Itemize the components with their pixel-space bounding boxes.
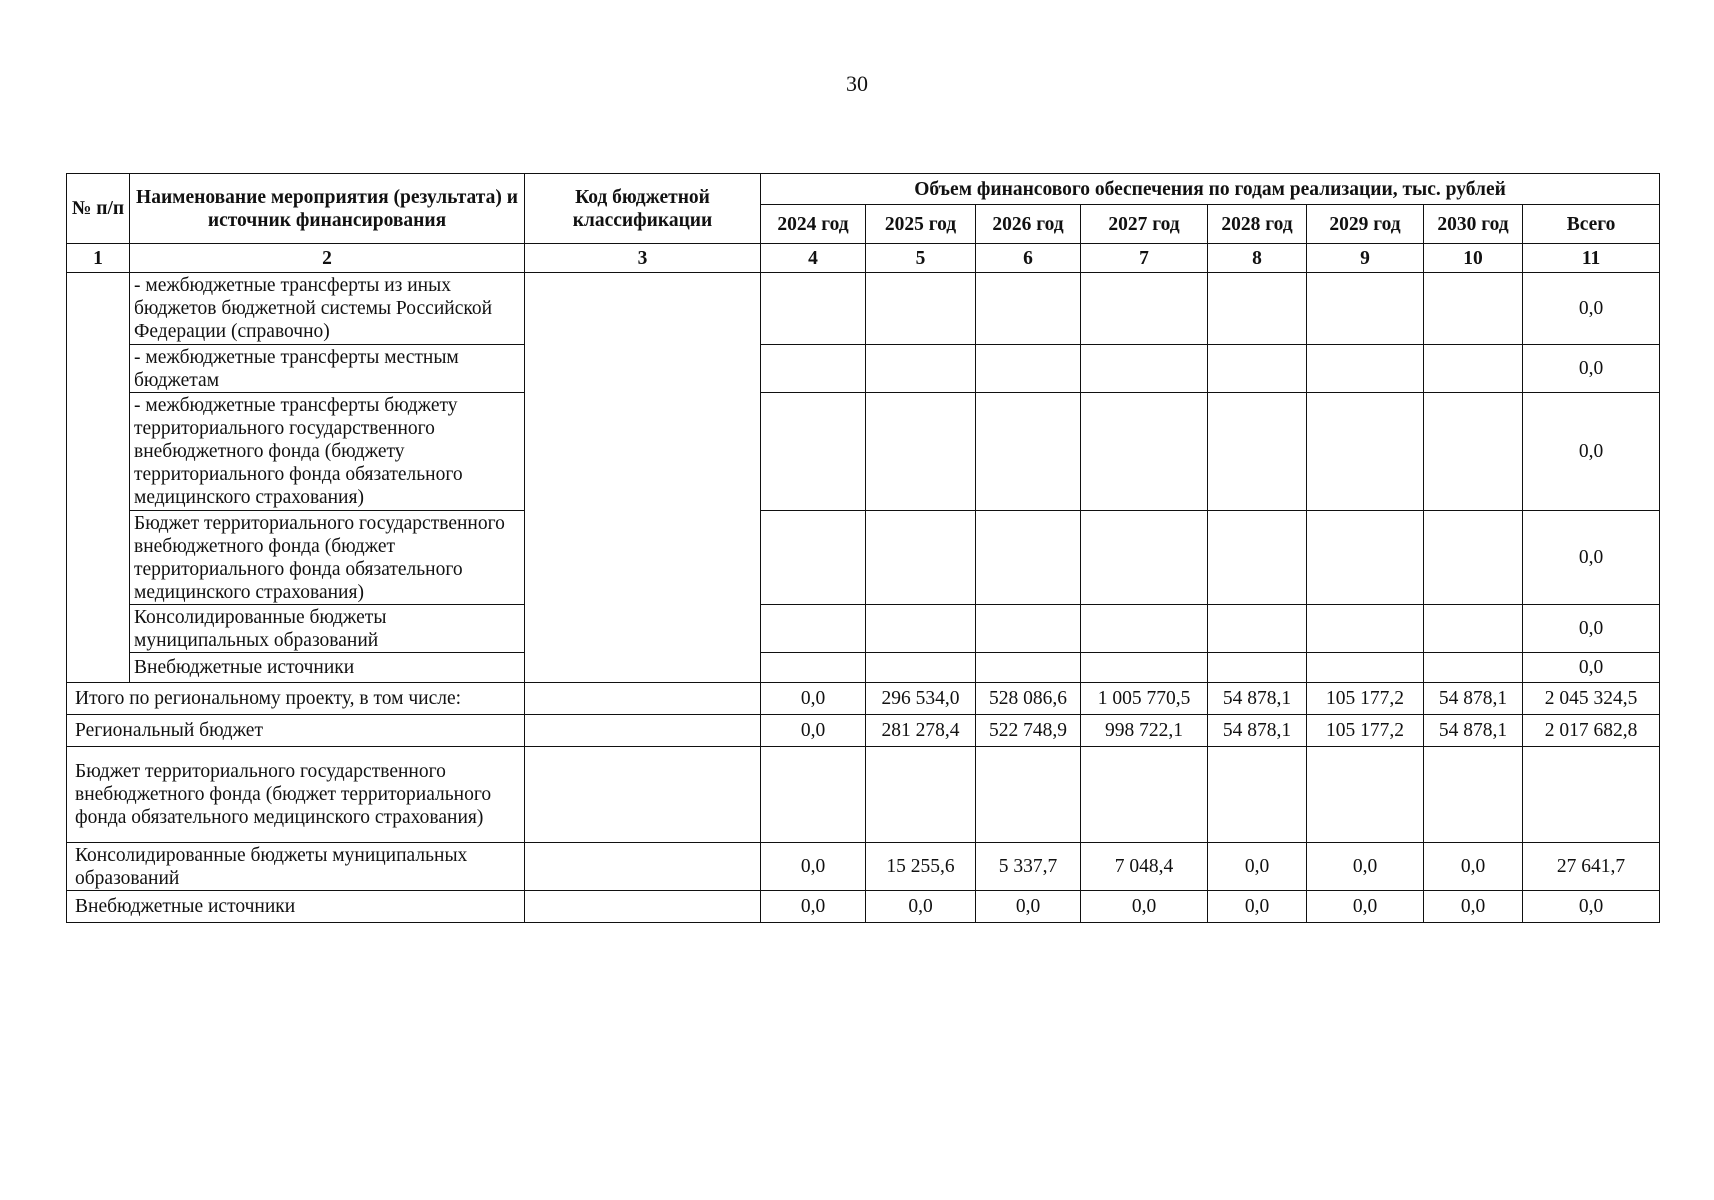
year-value: 0,0 [761,843,866,891]
year-value: 54 878,1 [1208,683,1307,715]
year-value [976,393,1081,511]
year-value [761,653,866,683]
year-value: 296 534,0 [866,683,976,715]
budget-code-cell [525,843,761,891]
total-value: 0,0 [1523,273,1660,345]
year-value: 15 255,6 [866,843,976,891]
total-value: 0,0 [1523,653,1660,683]
total-value: 0,0 [1523,605,1660,653]
header-no: № п/п [67,174,130,244]
header-volume: Объем финансового обеспечения по годам реализации, тыс. рублей [761,174,1660,205]
column-number: 11 [1523,244,1660,273]
row-name: - межбюджетные трансферты местным бюджетам [130,345,525,393]
year-value [1424,605,1523,653]
row-name: - межбюджетные трансферты из иных бюджетов бюджетной системы Российской Федерации (справочно) [130,273,525,345]
summary-row [67,683,1660,715]
year-value [1081,511,1208,605]
column-number: 10 [1424,244,1523,273]
year-value [1081,653,1208,683]
column-number: 1 [67,244,130,273]
year-value: 0,0 [866,891,976,923]
column-number: 4 [761,244,866,273]
year-value [1208,511,1307,605]
column-number: 3 [525,244,761,273]
year-value [1307,393,1424,511]
year-value: 0,0 [761,891,866,923]
year-value: 528 086,6 [976,683,1081,715]
year-value: 54 878,1 [1424,715,1523,747]
year-value [976,273,1081,345]
table-row [67,273,1660,345]
table-row [67,345,1660,393]
year-value [761,393,866,511]
table-row [67,511,1660,605]
total-value: 2 045 324,5 [1523,683,1660,715]
year-value [1307,605,1424,653]
year-value [1081,605,1208,653]
financing-table [66,173,1660,923]
year-value [1424,273,1523,345]
summary-row [67,843,1660,891]
year-value: 0,0 [1424,843,1523,891]
column-number-row [67,244,1660,273]
year-value [1208,393,1307,511]
year-value [1081,273,1208,345]
year-value [1307,653,1424,683]
table-body [67,244,1660,923]
year-value [1424,345,1523,393]
column-number: 6 [976,244,1081,273]
year-value [1208,747,1307,843]
year-value: 0,0 [1208,843,1307,891]
header-year: 2025 год [866,205,976,244]
total-value: 0,0 [1523,891,1660,923]
summary-name: Бюджет территориального государственного внебюджетного фонда (бюджет территориального фонда обязательного медицинского страхования) [67,747,525,843]
year-value [1307,511,1424,605]
total-value [1523,747,1660,843]
year-value [976,345,1081,393]
year-value: 0,0 [1081,891,1208,923]
column-number: 8 [1208,244,1307,273]
header-year: 2024 год [761,205,866,244]
table-row [67,653,1660,683]
year-value [1208,653,1307,683]
budget-code-cell [525,891,761,923]
year-value [976,747,1081,843]
year-value: 0,0 [976,891,1081,923]
summary-name: Итого по региональному проекту, в том числе: [67,683,525,715]
header-row-1 [67,174,1660,205]
year-value: 7 048,4 [1081,843,1208,891]
header-year: 2027 год [1081,205,1208,244]
year-value [1307,273,1424,345]
year-value [866,605,976,653]
total-value: 0,0 [1523,511,1660,605]
year-value: 54 878,1 [1424,683,1523,715]
summary-name: Внебюджетные источники [67,891,525,923]
year-value [1424,511,1523,605]
year-value: 5 337,7 [976,843,1081,891]
budget-code-cell [525,683,761,715]
page-number: 30 [846,71,868,96]
total-value: 0,0 [1523,345,1660,393]
year-value: 522 748,9 [976,715,1081,747]
header-code: Код бюджетной классификации [525,174,761,244]
year-value: 1 005 770,5 [1081,683,1208,715]
year-value [866,747,976,843]
budget-code-cell [525,747,761,843]
header-year: 2028 год [1208,205,1307,244]
year-value [761,273,866,345]
row-number-cell [67,273,130,683]
total-value: 2 017 682,8 [1523,715,1660,747]
row-name: Внебюджетные источники [130,653,525,683]
column-number: 2 [130,244,525,273]
budget-code-cell [525,273,761,683]
header-year: 2030 год [1424,205,1523,244]
row-name: Бюджет территориального государственного внебюджетного фонда (бюджет территориального фонда обязательного медицинского страхования) [130,511,525,605]
year-value: 998 722,1 [1081,715,1208,747]
summary-row [67,715,1660,747]
column-number: 5 [866,244,976,273]
year-value [1307,747,1424,843]
year-value: 0,0 [1424,891,1523,923]
table-row [67,605,1660,653]
year-value: 105 177,2 [1307,715,1424,747]
year-value [866,393,976,511]
year-value: 105 177,2 [1307,683,1424,715]
year-value [1208,345,1307,393]
year-value: 54 878,1 [1208,715,1307,747]
year-value [761,605,866,653]
header-name: Наименование мероприятия (результата) и источник финансирования [130,174,525,244]
year-value [976,605,1081,653]
year-value [1208,273,1307,345]
budget-code-cell [525,715,761,747]
year-value: 0,0 [761,683,866,715]
total-value: 27 641,7 [1523,843,1660,891]
year-value [866,345,976,393]
year-value [1307,345,1424,393]
year-value: 0,0 [761,715,866,747]
year-value [976,653,1081,683]
total-value: 0,0 [1523,393,1660,511]
year-value [1081,393,1208,511]
header-year: 2026 год [976,205,1081,244]
summary-row [67,747,1660,843]
year-value [866,653,976,683]
year-value: 0,0 [1307,843,1424,891]
table-row [67,393,1660,511]
year-value [976,511,1081,605]
year-value [761,511,866,605]
year-value [1424,747,1523,843]
year-value [1208,605,1307,653]
column-number: 9 [1307,244,1424,273]
header-total: Всего [1523,205,1660,244]
year-value [866,273,976,345]
column-number: 7 [1081,244,1208,273]
summary-name: Региональный бюджет [67,715,525,747]
year-value: 0,0 [1208,891,1307,923]
year-value: 0,0 [1307,891,1424,923]
year-value [761,747,866,843]
year-value [1081,345,1208,393]
year-value [1081,747,1208,843]
year-value: 281 278,4 [866,715,976,747]
year-value [866,511,976,605]
summary-name: Консолидированные бюджеты муниципальных образований [67,843,525,891]
header-year: 2029 год [1307,205,1424,244]
summary-row [67,891,1660,923]
year-value [1424,653,1523,683]
year-value [761,345,866,393]
row-name: - межбюджетные трансферты бюджету территориального государственного внебюджетного фонда (бюджету территориального фонда обязательного медицинского страхования) [130,393,525,511]
row-name: Консолидированные бюджеты муниципальных образований [130,605,525,653]
year-value [1424,393,1523,511]
